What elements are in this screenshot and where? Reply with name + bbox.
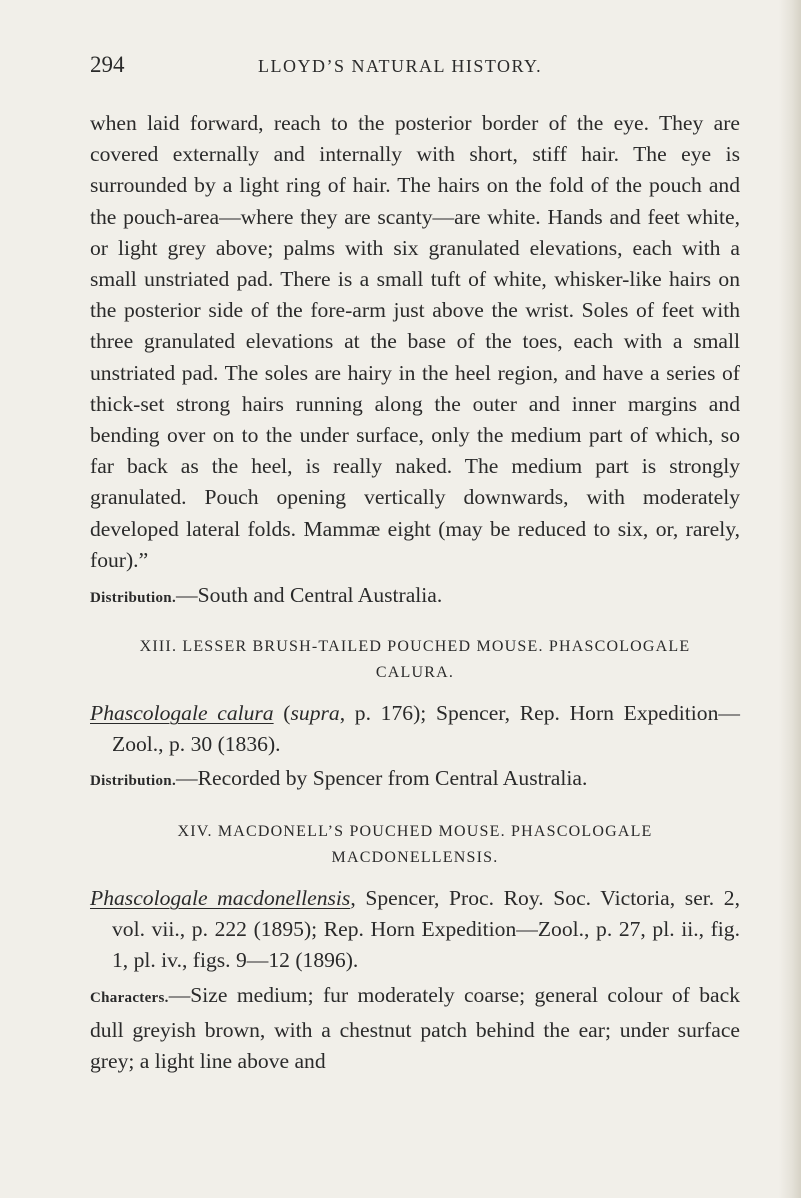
characters-text: —Size medium; fur moderately coarse; general colour of back dull greyish brown, with a chestnut patch behind the ear; under surface grey; a light line above and (90, 983, 740, 1073)
distribution-label-2: Distribution. (90, 772, 176, 789)
page-edge-shadow (779, 0, 801, 1198)
reference-xiv (90, 883, 740, 977)
reference-xiii (90, 698, 740, 760)
section-heading-xiv-line2: MACDONELLENSIS. (331, 848, 499, 866)
reference-supra: supra (290, 701, 340, 726)
page-body (90, 108, 740, 1077)
section-heading-xiii (90, 634, 740, 686)
species-name-macdonellensis: Phascologale macdonellensis (90, 885, 351, 910)
characters-label: Characters. (90, 990, 169, 1007)
page-number: 294 (90, 52, 125, 77)
book-page (90, 52, 740, 1073)
distribution-paragraph-2 (90, 763, 740, 797)
distribution-text-1: —South and Central Australia. (176, 583, 443, 608)
distribution-label-1: Distribution. (90, 590, 176, 607)
characters-paragraph (90, 980, 740, 1077)
running-title: LLOYD’S NATURAL HISTORY. (258, 56, 543, 76)
section-heading-xiii-line2: CALURA. (375, 664, 455, 682)
distribution-text-2: —Recorded by Spencer from Central Australia. (176, 765, 588, 790)
distribution-paragraph-1 (90, 580, 740, 614)
reference-xiv-rest: , Spencer, Proc. Roy. Soc. Victoria, ser. 2, vol. vii., p. 222 (1895); Rep. Horn Expedition—Zool., p. 27, pl. ii., fig. 1, pl. iv., figs. 9—12 (1896). (112, 885, 740, 973)
section-heading-xiii-line1: XIII. LESSER BRUSH-TAILED POUCHED MOUSE. PHASCOLOGALE (139, 638, 691, 656)
reference-paren: ( (273, 701, 291, 726)
reference-xiii-rest: , p. 176); Spencer, Rep. Horn Expedition—Zool., p. 30 (1836). (112, 701, 740, 757)
description-paragraph: when laid forward, reach to the posterior border of the eye. They are covered externally and internally with short, stiff hair. The eye is surrounded by a light ring of hair. The hairs on the fold of the pouch and the pouch-area—where they are scanty—are white. Hands and feet white, or light grey above; palms with six granulated elevations, each with a small unstriated pad. There is a small tuft of white, whisker-like hairs on the posterior side of the fore-arm just above the wrist. Soles of feet with three granulated elevations at the base of the toes, each with a small unstriated pad. The soles are hairy in the heel region, and have a series of thick-set strong hairs running along the outer and inner margins and bending over on to the under surface, only the medium part of which, so far back as the heel, is really naked. The medium part is strongly granulated. Pouch opening vertically downwards, with moderately developed lateral folds. Mammæ eight (may be reduced to six, or, rarely, four).” (90, 111, 740, 572)
page-header (90, 52, 740, 82)
section-heading-xiv-line1: XIV. MACDONELL’S POUCHED MOUSE. PHASCOLOGALE (177, 822, 653, 840)
section-heading-xiv (90, 819, 740, 871)
species-name-calura: Phascologale calura (90, 701, 274, 726)
